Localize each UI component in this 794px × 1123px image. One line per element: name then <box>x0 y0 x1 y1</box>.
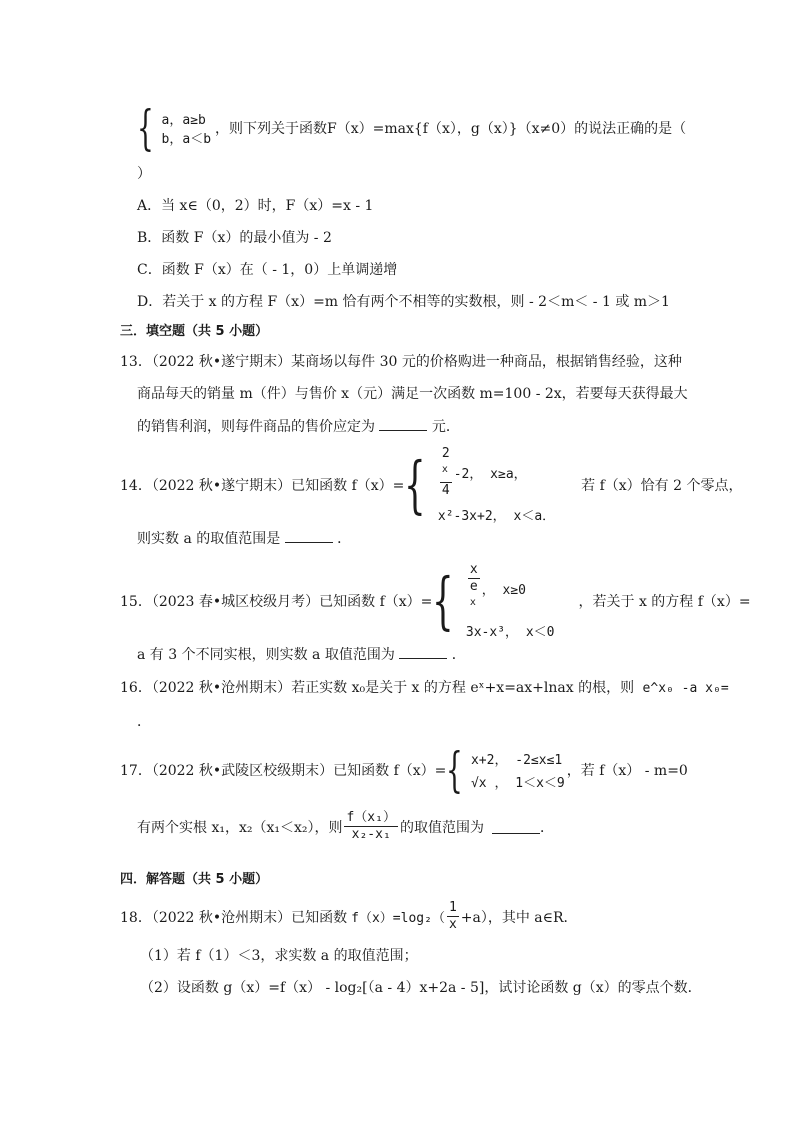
section-heading-fill-in: 三．填空题（共 5 小题） <box>120 324 269 339</box>
q15-text: a 有 3 个不同实根，则实数 a 取值范围为 <box>137 647 395 663</box>
q13-text: 的销售利润，则每件商品的售价应定为 <box>137 419 375 435</box>
q17-fraction <box>344 810 397 843</box>
q17-cases <box>471 749 565 791</box>
q12-cases <box>162 109 211 147</box>
q18-frac-num: 1 <box>448 900 457 915</box>
q14-frac-den: 4 <box>441 483 450 499</box>
q15-prefix: 15．（2023 春•城区校级月考）已知函数 f（x）= <box>120 594 433 611</box>
q14-prefix: 14．（2022 秋•遂宁期末）已知函数 f（x）= <box>120 478 405 495</box>
q12-case-2: b，a＜b <box>161 132 212 147</box>
q15-line-2 <box>137 644 466 665</box>
q12-piecewise <box>137 100 687 156</box>
left-brace: { <box>432 564 455 638</box>
q12-close-paren: ） <box>137 166 151 182</box>
q12-option-d: D．若关于 x 的方程 F（x）=m 恰有两个不相等的实数根，则 - 2＜m＜ - 1 或 m＞1 <box>137 294 670 310</box>
q17-line-1 <box>120 742 688 798</box>
q18-line-1 <box>120 900 578 933</box>
q16-line-1 <box>120 678 729 699</box>
q12-stem: ，则下列关于函数F（x）=max{f（x），g（x）}（x≠0）的说法正确的是（ <box>215 121 687 137</box>
q14-fraction <box>440 446 452 499</box>
q15-frac-den: e <box>469 579 478 594</box>
q14-case-1-tail: -2， x≥a， <box>453 467 527 483</box>
q14-case-2: x²-3x+2， x＜a． <box>437 509 556 525</box>
q14-line-1 <box>120 446 743 524</box>
q12-option-c: C．函数 F（x）在（ - 1，0）上单调递增 <box>137 262 398 278</box>
q14-cases <box>438 446 555 524</box>
q17-suffix: ，若 f（x） - m=0 <box>566 763 688 779</box>
q14-case-1 <box>438 446 555 499</box>
q18-sub-2: （2）设函数 g（x）=f（x） - log₂[（a - 4）x+2a - 5]，试讨论函数 g（x）的零点个数． <box>140 980 702 996</box>
q15-end: ． <box>451 647 466 663</box>
q15-suffix: ，若关于 x 的方程 f（x）= <box>578 594 751 611</box>
q17-text: 有两个实根 x₁，x₂（x₁＜x₂），则 <box>137 819 343 836</box>
q17-end: ． <box>539 819 554 836</box>
q13-unit: 元． <box>431 419 460 435</box>
q15-frac-num: x <box>469 562 478 577</box>
q18-func-post: +a），其中 a∈R． <box>460 909 578 926</box>
q17-case-1: x+2， -2≤x≤1 <box>470 753 563 768</box>
q17-frac-num: f（x₁） <box>346 810 396 825</box>
q12-option-b: B．函数 F（x）的最小值为 - 2 <box>137 230 332 246</box>
q15-case-1 <box>466 562 555 615</box>
q17-frac-den: x₂-x₁ <box>351 827 391 842</box>
q14-line-2 <box>137 528 351 549</box>
q12-option-a: A．当 x∈（0，2）时，F（x）=x - 1 <box>137 198 374 214</box>
q15-case-2: 3x-x³， x＜0 <box>465 625 555 641</box>
q18-func-pre: f（x）=log₂（ <box>351 911 445 926</box>
answer-blank[interactable] <box>492 819 540 834</box>
left-brace: { <box>137 100 154 156</box>
q16-expression: e^x₀ -a x₀= <box>642 681 729 696</box>
q14-suffix: 若 f（x）恰有 2 个零点， <box>581 478 743 495</box>
q17-prefix: 17．（2022 秋•武陵区校级期末）已知函数 f（x）= <box>120 763 447 779</box>
q18-fraction <box>447 900 459 933</box>
q17-line-2 <box>137 810 554 843</box>
q14-frac-num: 2 <box>441 446 450 461</box>
q14-text: 则实数 a 的取值范围是 <box>137 531 281 547</box>
left-brace: { <box>404 448 427 522</box>
q17-text-2: 的取值范围为 <box>399 819 484 836</box>
q14-frac-sup: x <box>441 464 448 475</box>
q17-case-2: √x ， 1＜x＜9 <box>470 776 565 791</box>
answer-blank[interactable] <box>379 416 427 431</box>
q14-end: ． <box>337 531 352 547</box>
q15-cases <box>466 562 555 640</box>
q18-frac-den: x <box>448 917 457 932</box>
q13-line-2: 商品每天的销量 m（件）与售价 x（元）满足一次函数 m=100 - 2x，若要每天获得最大 <box>137 386 688 402</box>
answer-blank[interactable] <box>285 528 333 543</box>
q13-line-1: 13．（2022 秋•遂宁期末）某商场以每件 30 元的价格购进一种商品，根据销售经验，这种 <box>120 354 682 370</box>
q18-sub-1: （1）若 f（1）＜3，求实数 a 的取值范围； <box>140 948 418 964</box>
q15-line-1 <box>120 562 751 640</box>
q18-prefix: 18．（2022 秋•沧州期末）已知函数 <box>120 909 348 926</box>
q15-frac-den-sup: x <box>469 597 476 608</box>
q15-case-1-tail: ， x≥0 <box>481 583 527 599</box>
q16-line-2: ． <box>137 714 151 730</box>
left-brace: { <box>446 742 464 798</box>
q15-fraction <box>468 562 480 615</box>
section-heading-solutions: 四．解答题（共 5 小题） <box>120 872 269 887</box>
q12-case-1: a，a≥b <box>161 113 206 128</box>
answer-blank[interactable] <box>399 644 447 659</box>
q16-text: 16．（2022 秋•沧州期末）若正实数 x₀是关于 x 的方程 eˣ+x=ax+lnax 的根，则 <box>120 680 635 696</box>
q13-line-3 <box>137 416 460 437</box>
